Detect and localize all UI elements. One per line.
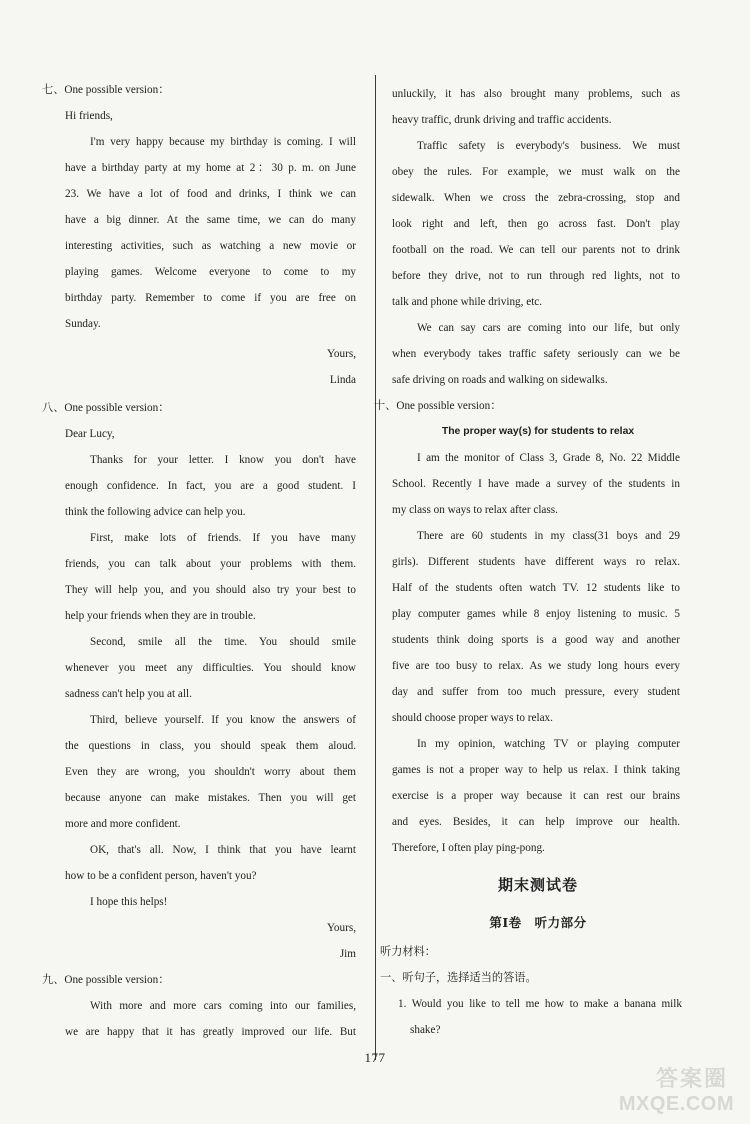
signature-name: Jim xyxy=(339,948,356,960)
text-line: play computer games while 8 enjoy listening to music. 5 xyxy=(392,608,680,620)
text-line: whenever you meet any difficulties. You should know xyxy=(65,662,356,674)
text-line: 23. We have a lot of food and drinks, I think we can xyxy=(65,188,356,200)
text-line: Third, believe yourself. If you know the answers of xyxy=(90,714,356,726)
text-line: I'm very happy because my birthday is coming. I will xyxy=(90,136,356,148)
text-line: look right and left, then go across fast. Don't play xyxy=(392,218,680,230)
text-line: more and more confident. xyxy=(65,818,181,830)
text-line: unluckily, it has also brought many problems, such as xyxy=(392,88,680,100)
text-line: safe driving on roads and walking on sidewalks. xyxy=(392,374,608,386)
text-line: birthday party. Remember to come if you are free on xyxy=(65,292,356,304)
text-line: obey the rules. For example, we must walk on the xyxy=(392,166,680,178)
part-title: 第Ⅰ卷 听力部分 xyxy=(489,916,587,930)
text-line: friends, you can talk about your problems with them. xyxy=(65,558,356,570)
text-line: Thanks for your letter. I know you don't have xyxy=(90,454,356,466)
question-1-continued: shake? xyxy=(410,1024,441,1036)
text-line: sadness can't help you at all. xyxy=(65,688,192,700)
text-line: School. Recently I have made a survey of the students in xyxy=(392,478,680,490)
text-line: because anyone can make mistakes. Then you will get xyxy=(65,792,356,804)
text-line: I am the monitor of Class 3, Grade 8, No. 22 Middle xyxy=(417,452,680,464)
page-number: 177 xyxy=(364,1050,386,1065)
section-9-heading: 九、One possible version： xyxy=(42,974,170,986)
text-line: day and suffer from too much pressure, every student xyxy=(392,686,680,698)
text-line: We can say cars are coming into our life, but only xyxy=(417,322,680,334)
text-line: First, make lots of friends. If you have many xyxy=(90,532,356,544)
closing: Yours, xyxy=(326,922,356,934)
text-line: sidewalk. When we cross the zebra-crossing, stop and xyxy=(392,192,680,204)
text-line: the questions in class, you should speak them aloud. xyxy=(65,740,356,752)
text-line: football on the road. We can tell our parents not to drink xyxy=(392,244,680,256)
watermark-url: MXQE.COM xyxy=(618,1093,734,1115)
text-line: when everybody takes traffic safety seriously can we be xyxy=(392,348,680,360)
text-line: Sunday. xyxy=(65,318,101,330)
essay-title: The proper way(s) for students to relax xyxy=(441,426,635,437)
section-10-heading: 十、One possible version： xyxy=(374,400,502,412)
text-line: help your friends when they are in trouble. xyxy=(65,610,256,622)
text-line: Second, smile all the time. You should smile xyxy=(90,636,356,648)
text-line: before they drive, not to run through red lights, not to xyxy=(392,270,680,282)
text-line: and eyes. Besides, it can help improve our health. xyxy=(392,816,680,828)
text-line: playing games. Welcome everyone to come to my xyxy=(65,266,356,278)
listening-material-label: 听力材料： xyxy=(380,946,436,958)
text-line: Therefore, I often play ping-pong. xyxy=(392,842,545,854)
text-line: There are 60 students in my class(31 boys and 29 xyxy=(417,530,680,542)
text-line: Half of the students often watch TV. 12 students like to xyxy=(392,582,680,594)
question-1: 1. Would you like to tell me how to make a banana milk xyxy=(398,998,682,1010)
text-line: They will help you, and you should also try your best to xyxy=(65,584,356,596)
closing: Yours, xyxy=(326,348,356,360)
watermark xyxy=(584,1062,734,1116)
text-line: games is not a proper way to help us relax. I think taking xyxy=(392,764,680,776)
column-divider xyxy=(375,75,376,1060)
text-line: have a big dinner. At the same time, we can do many xyxy=(65,214,356,226)
text-line: enough confidence. In fact, you are a good student. I xyxy=(65,480,356,492)
text-line: Even they are wrong, you shouldn't worry about them xyxy=(65,766,356,778)
section-8-heading: 八、One possible version： xyxy=(42,402,170,414)
text-line: Traffic safety is everybody's business. We must xyxy=(417,140,680,152)
text-line: think the following advice can help you. xyxy=(65,506,246,518)
text-line: OK, that's all. Now, I think that you have learnt xyxy=(90,844,356,856)
text-line: In my opinion, watching TV or playing computer xyxy=(417,738,680,750)
section-1-heading: 一、听句子，选择适当的答语。 xyxy=(380,972,537,984)
signature-name: Linda xyxy=(329,374,356,386)
text-line: With more and more cars coming into our families, xyxy=(90,1000,356,1012)
text-line: heavy traffic, drunk driving and traffic accidents. xyxy=(392,114,612,126)
salutation: Hi friends, xyxy=(65,110,113,122)
text-line: I hope this helps! xyxy=(90,896,168,908)
text-line: should choose proper ways to relax. xyxy=(392,712,553,724)
text-line: girls). Different students have different ways ro relax. xyxy=(392,556,680,568)
text-line: exercise is a proper way because it can rest our brains xyxy=(392,790,680,802)
text-line: interesting activities, such as watching a new movie or xyxy=(65,240,356,252)
final-exam-title: 期末测试卷 xyxy=(497,878,578,894)
text-line: how to be a confident person, haven't you? xyxy=(65,870,257,882)
text-line: students think doing sports is a good way and another xyxy=(392,634,680,646)
text-line: talk and phone while driving, etc. xyxy=(392,296,543,308)
text-line: my class on ways to relax after class. xyxy=(392,504,558,516)
text-line: we are happy that it has greatly improved our life. But xyxy=(65,1026,356,1038)
text-line: have a birthday party at my home at 2：30 p. m. on June xyxy=(65,162,356,174)
watermark-chinese: 答案圈 xyxy=(655,1066,728,1091)
text-line: five are too busy to relax. As we study long hours every xyxy=(392,660,680,672)
section-7-heading: 七、One possible version： xyxy=(42,84,170,96)
salutation: Dear Lucy, xyxy=(65,428,115,440)
